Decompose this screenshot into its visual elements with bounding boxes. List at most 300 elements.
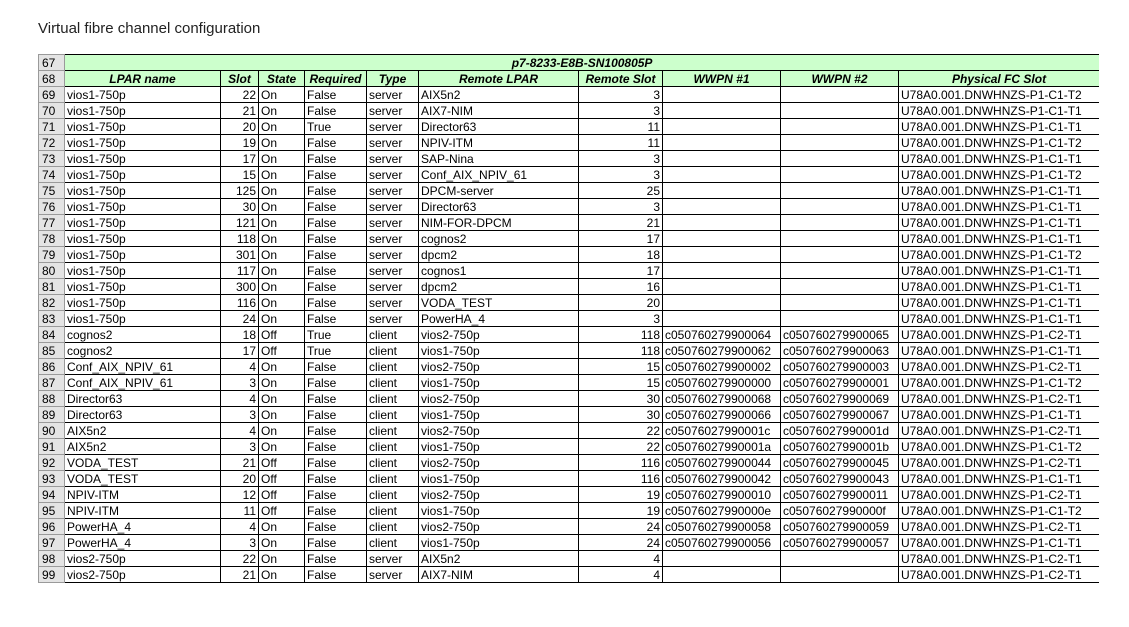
remote-slot-cell[interactable]: 17	[579, 263, 663, 279]
state-cell[interactable]: On	[259, 279, 305, 295]
physical-fc-slot-cell[interactable]: U78A0.001.DNWHNZS-P1-C1-T1	[899, 151, 1100, 167]
remote-slot-cell[interactable]: 17	[579, 231, 663, 247]
remote-slot-cell[interactable]: 30	[579, 391, 663, 407]
lpar-name-cell[interactable]: vios1-750p	[65, 119, 221, 135]
physical-fc-slot-cell[interactable]: U78A0.001.DNWHNZS-P1-C2-T1	[899, 551, 1100, 567]
slot-cell[interactable]: 18	[221, 327, 259, 343]
type-cell[interactable]: client	[367, 343, 419, 359]
physical-fc-slot-cell[interactable]: U78A0.001.DNWHNZS-P1-C2-T1	[899, 359, 1100, 375]
required-cell[interactable]: False	[305, 103, 367, 119]
remote-slot-cell[interactable]: 11	[579, 135, 663, 151]
remote-slot-cell[interactable]: 3	[579, 151, 663, 167]
required-cell[interactable]: False	[305, 295, 367, 311]
header-wwpn-2[interactable]: WWPN #2	[781, 71, 899, 87]
system-name-cell[interactable]: p7-8233-E8B-SN100805P	[65, 55, 1100, 71]
required-cell[interactable]: False	[305, 535, 367, 551]
required-cell[interactable]: False	[305, 455, 367, 471]
remote-slot-cell[interactable]: 3	[579, 103, 663, 119]
slot-cell[interactable]: 22	[221, 551, 259, 567]
remote-lpar-cell[interactable]: dpcm2	[419, 279, 579, 295]
type-cell[interactable]: client	[367, 391, 419, 407]
slot-cell[interactable]: 20	[221, 471, 259, 487]
remote-slot-cell[interactable]: 24	[579, 519, 663, 535]
row-number[interactable]: 73	[39, 151, 65, 167]
wwpn1-cell[interactable]: c050760279900010	[663, 487, 781, 503]
wwpn1-cell[interactable]: c050760279900068	[663, 391, 781, 407]
wwpn2-cell[interactable]	[781, 551, 899, 567]
type-cell[interactable]: server	[367, 183, 419, 199]
state-cell[interactable]: Off	[259, 343, 305, 359]
state-cell[interactable]: On	[259, 247, 305, 263]
physical-fc-slot-cell[interactable]: U78A0.001.DNWHNZS-P1-C1-T2	[899, 247, 1100, 263]
state-cell[interactable]: Off	[259, 503, 305, 519]
row-number[interactable]: 92	[39, 455, 65, 471]
wwpn2-cell[interactable]	[781, 103, 899, 119]
wwpn1-cell[interactable]: c050760279900056	[663, 535, 781, 551]
state-cell[interactable]: On	[259, 231, 305, 247]
wwpn1-cell[interactable]: c05076027990001c	[663, 423, 781, 439]
required-cell[interactable]: False	[305, 215, 367, 231]
row-number[interactable]: 70	[39, 103, 65, 119]
header-wwpn-1[interactable]: WWPN #1	[663, 71, 781, 87]
physical-fc-slot-cell[interactable]: U78A0.001.DNWHNZS-P1-C1-T2	[899, 167, 1100, 183]
required-cell[interactable]: False	[305, 503, 367, 519]
remote-lpar-cell[interactable]: vios1-750p	[419, 503, 579, 519]
required-cell[interactable]: False	[305, 391, 367, 407]
wwpn1-cell[interactable]	[663, 295, 781, 311]
row-number[interactable]: 69	[39, 87, 65, 103]
remote-lpar-cell[interactable]: vios1-750p	[419, 471, 579, 487]
remote-lpar-cell[interactable]: PowerHA_4	[419, 311, 579, 327]
slot-cell[interactable]: 116	[221, 295, 259, 311]
wwpn1-cell[interactable]: c050760279900064	[663, 327, 781, 343]
slot-cell[interactable]: 20	[221, 119, 259, 135]
wwpn1-cell[interactable]	[663, 215, 781, 231]
lpar-name-cell[interactable]: Conf_AIX_NPIV_61	[65, 359, 221, 375]
wwpn2-cell[interactable]	[781, 247, 899, 263]
state-cell[interactable]: On	[259, 423, 305, 439]
header-required[interactable]: Required	[305, 71, 367, 87]
state-cell[interactable]: On	[259, 199, 305, 215]
slot-cell[interactable]: 21	[221, 103, 259, 119]
lpar-name-cell[interactable]: vios1-750p	[65, 279, 221, 295]
wwpn1-cell[interactable]: c05076027990001a	[663, 439, 781, 455]
wwpn2-cell[interactable]	[781, 183, 899, 199]
row-number[interactable]: 72	[39, 135, 65, 151]
wwpn1-cell[interactable]	[663, 311, 781, 327]
type-cell[interactable]: server	[367, 279, 419, 295]
remote-slot-cell[interactable]: 22	[579, 439, 663, 455]
required-cell[interactable]: False	[305, 375, 367, 391]
state-cell[interactable]: Off	[259, 471, 305, 487]
type-cell[interactable]: client	[367, 359, 419, 375]
remote-lpar-cell[interactable]: vios2-750p	[419, 327, 579, 343]
lpar-name-cell[interactable]: vios2-750p	[65, 567, 221, 583]
type-cell[interactable]: server	[367, 151, 419, 167]
row-number[interactable]: 94	[39, 487, 65, 503]
wwpn2-cell[interactable]	[781, 215, 899, 231]
state-cell[interactable]: On	[259, 119, 305, 135]
slot-cell[interactable]: 117	[221, 263, 259, 279]
state-cell[interactable]: Off	[259, 455, 305, 471]
required-cell[interactable]: False	[305, 199, 367, 215]
state-cell[interactable]: On	[259, 167, 305, 183]
physical-fc-slot-cell[interactable]: U78A0.001.DNWHNZS-P1-C1-T1	[899, 279, 1100, 295]
type-cell[interactable]: server	[367, 103, 419, 119]
row-number[interactable]: 68	[39, 71, 65, 87]
wwpn1-cell[interactable]: c050760279900042	[663, 471, 781, 487]
required-cell[interactable]: False	[305, 519, 367, 535]
required-cell[interactable]: True	[305, 343, 367, 359]
state-cell[interactable]: On	[259, 375, 305, 391]
remote-lpar-cell[interactable]: vios1-750p	[419, 375, 579, 391]
wwpn1-cell[interactable]: c050760279900062	[663, 343, 781, 359]
remote-lpar-cell[interactable]: NPIV-ITM	[419, 135, 579, 151]
state-cell[interactable]: Off	[259, 487, 305, 503]
physical-fc-slot-cell[interactable]: U78A0.001.DNWHNZS-P1-C1-T1	[899, 407, 1100, 423]
remote-lpar-cell[interactable]: Director63	[419, 199, 579, 215]
physical-fc-slot-cell[interactable]: U78A0.001.DNWHNZS-P1-C1-T1	[899, 199, 1100, 215]
required-cell[interactable]: False	[305, 263, 367, 279]
type-cell[interactable]: client	[367, 455, 419, 471]
slot-cell[interactable]: 125	[221, 183, 259, 199]
lpar-name-cell[interactable]: cognos2	[65, 327, 221, 343]
wwpn1-cell[interactable]	[663, 247, 781, 263]
remote-lpar-cell[interactable]: SAP-Nina	[419, 151, 579, 167]
state-cell[interactable]: On	[259, 103, 305, 119]
state-cell[interactable]: On	[259, 359, 305, 375]
remote-slot-cell[interactable]: 15	[579, 359, 663, 375]
remote-slot-cell[interactable]: 30	[579, 407, 663, 423]
lpar-name-cell[interactable]: vios1-750p	[65, 215, 221, 231]
type-cell[interactable]: server	[367, 87, 419, 103]
remote-lpar-cell[interactable]: DPCM-server	[419, 183, 579, 199]
row-number[interactable]: 91	[39, 439, 65, 455]
required-cell[interactable]: False	[305, 87, 367, 103]
type-cell[interactable]: client	[367, 535, 419, 551]
wwpn1-cell[interactable]	[663, 231, 781, 247]
type-cell[interactable]: client	[367, 503, 419, 519]
remote-slot-cell[interactable]: 3	[579, 167, 663, 183]
type-cell[interactable]: server	[367, 295, 419, 311]
lpar-name-cell[interactable]: vios1-750p	[65, 167, 221, 183]
lpar-name-cell[interactable]: vios1-750p	[65, 247, 221, 263]
lpar-name-cell[interactable]: Director63	[65, 407, 221, 423]
remote-lpar-cell[interactable]: vios2-750p	[419, 359, 579, 375]
remote-slot-cell[interactable]: 25	[579, 183, 663, 199]
slot-cell[interactable]: 121	[221, 215, 259, 231]
required-cell[interactable]: False	[305, 471, 367, 487]
physical-fc-slot-cell[interactable]: U78A0.001.DNWHNZS-P1-C1-T1	[899, 183, 1100, 199]
wwpn1-cell[interactable]	[663, 103, 781, 119]
wwpn2-cell[interactable]	[781, 311, 899, 327]
lpar-name-cell[interactable]: PowerHA_4	[65, 519, 221, 535]
required-cell[interactable]: False	[305, 183, 367, 199]
remote-lpar-cell[interactable]: vios1-750p	[419, 343, 579, 359]
remote-slot-cell[interactable]: 22	[579, 423, 663, 439]
row-number[interactable]: 67	[39, 55, 65, 71]
wwpn2-cell[interactable]	[781, 279, 899, 295]
lpar-name-cell[interactable]: cognos2	[65, 343, 221, 359]
required-cell[interactable]: False	[305, 151, 367, 167]
row-number[interactable]: 95	[39, 503, 65, 519]
wwpn2-cell[interactable]	[781, 119, 899, 135]
state-cell[interactable]: On	[259, 567, 305, 583]
wwpn2-cell[interactable]	[781, 151, 899, 167]
row-number[interactable]: 75	[39, 183, 65, 199]
type-cell[interactable]: server	[367, 135, 419, 151]
state-cell[interactable]: On	[259, 183, 305, 199]
state-cell[interactable]: On	[259, 87, 305, 103]
remote-slot-cell[interactable]: 19	[579, 503, 663, 519]
slot-cell[interactable]: 24	[221, 311, 259, 327]
row-number[interactable]: 85	[39, 343, 65, 359]
remote-slot-cell[interactable]: 21	[579, 215, 663, 231]
state-cell[interactable]: On	[259, 295, 305, 311]
remote-slot-cell[interactable]: 20	[579, 295, 663, 311]
remote-slot-cell[interactable]: 24	[579, 535, 663, 551]
remote-lpar-cell[interactable]: dpcm2	[419, 247, 579, 263]
lpar-name-cell[interactable]: Conf_AIX_NPIV_61	[65, 375, 221, 391]
slot-cell[interactable]: 3	[221, 375, 259, 391]
type-cell[interactable]: client	[367, 375, 419, 391]
slot-cell[interactable]: 3	[221, 407, 259, 423]
row-number[interactable]: 78	[39, 231, 65, 247]
remote-slot-cell[interactable]: 11	[579, 119, 663, 135]
wwpn2-cell[interactable]: c050760279900011	[781, 487, 899, 503]
wwpn1-cell[interactable]	[663, 135, 781, 151]
slot-cell[interactable]: 300	[221, 279, 259, 295]
lpar-name-cell[interactable]: NPIV-ITM	[65, 487, 221, 503]
lpar-name-cell[interactable]: vios1-750p	[65, 295, 221, 311]
physical-fc-slot-cell[interactable]: U78A0.001.DNWHNZS-P1-C1-T1	[899, 263, 1100, 279]
state-cell[interactable]: On	[259, 535, 305, 551]
remote-slot-cell[interactable]: 18	[579, 247, 663, 263]
lpar-name-cell[interactable]: vios2-750p	[65, 551, 221, 567]
row-number[interactable]: 80	[39, 263, 65, 279]
wwpn2-cell[interactable]	[781, 199, 899, 215]
row-number[interactable]: 97	[39, 535, 65, 551]
wwpn2-cell[interactable]	[781, 167, 899, 183]
wwpn2-cell[interactable]	[781, 231, 899, 247]
lpar-name-cell[interactable]: NPIV-ITM	[65, 503, 221, 519]
type-cell[interactable]: client	[367, 407, 419, 423]
physical-fc-slot-cell[interactable]: U78A0.001.DNWHNZS-P1-C2-T1	[899, 487, 1100, 503]
lpar-name-cell[interactable]: vios1-750p	[65, 183, 221, 199]
wwpn1-cell[interactable]	[663, 151, 781, 167]
wwpn1-cell[interactable]: c05076027990000e	[663, 503, 781, 519]
physical-fc-slot-cell[interactable]: U78A0.001.DNWHNZS-P1-C1-T1	[899, 215, 1100, 231]
remote-lpar-cell[interactable]: VODA_TEST	[419, 295, 579, 311]
physical-fc-slot-cell[interactable]: U78A0.001.DNWHNZS-P1-C2-T1	[899, 423, 1100, 439]
row-number[interactable]: 79	[39, 247, 65, 263]
remote-slot-cell[interactable]: 4	[579, 567, 663, 583]
wwpn1-cell[interactable]: c050760279900066	[663, 407, 781, 423]
type-cell[interactable]: server	[367, 567, 419, 583]
wwpn2-cell[interactable]: c05076027990001d	[781, 423, 899, 439]
physical-fc-slot-cell[interactable]: U78A0.001.DNWHNZS-P1-C1-T2	[899, 439, 1100, 455]
row-number[interactable]: 86	[39, 359, 65, 375]
required-cell[interactable]: False	[305, 423, 367, 439]
wwpn1-cell[interactable]	[663, 167, 781, 183]
remote-lpar-cell[interactable]: vios2-750p	[419, 455, 579, 471]
slot-cell[interactable]: 3	[221, 439, 259, 455]
lpar-name-cell[interactable]: VODA_TEST	[65, 471, 221, 487]
wwpn2-cell[interactable]	[781, 295, 899, 311]
spreadsheet[interactable]	[38, 54, 1099, 591]
row-number[interactable]: 77	[39, 215, 65, 231]
type-cell[interactable]: client	[367, 487, 419, 503]
header-remote-slot[interactable]: Remote Slot	[579, 71, 663, 87]
state-cell[interactable]: On	[259, 135, 305, 151]
physical-fc-slot-cell[interactable]: U78A0.001.DNWHNZS-P1-C1-T2	[899, 375, 1100, 391]
required-cell[interactable]: False	[305, 167, 367, 183]
row-number[interactable]: 90	[39, 423, 65, 439]
lpar-name-cell[interactable]: AIX5n2	[65, 439, 221, 455]
wwpn1-cell[interactable]	[663, 263, 781, 279]
slot-cell[interactable]: 21	[221, 455, 259, 471]
required-cell[interactable]: False	[305, 567, 367, 583]
lpar-name-cell[interactable]: vios1-750p	[65, 135, 221, 151]
state-cell[interactable]: On	[259, 407, 305, 423]
remote-lpar-cell[interactable]: vios1-750p	[419, 439, 579, 455]
physical-fc-slot-cell[interactable]: U78A0.001.DNWHNZS-P1-C1-T1	[899, 103, 1100, 119]
row-number[interactable]: 74	[39, 167, 65, 183]
slot-cell[interactable]: 21	[221, 567, 259, 583]
remote-lpar-cell[interactable]: vios2-750p	[419, 423, 579, 439]
wwpn2-cell[interactable]: c050760279900001	[781, 375, 899, 391]
remote-lpar-cell[interactable]: vios1-750p	[419, 407, 579, 423]
slot-cell[interactable]: 4	[221, 359, 259, 375]
lpar-name-cell[interactable]: vios1-750p	[65, 199, 221, 215]
wwpn2-cell[interactable]: c05076027990000f	[781, 503, 899, 519]
type-cell[interactable]: server	[367, 231, 419, 247]
row-number[interactable]: 88	[39, 391, 65, 407]
header-lpar-name[interactable]: LPAR name	[65, 71, 221, 87]
remote-slot-cell[interactable]: 116	[579, 471, 663, 487]
wwpn1-cell[interactable]	[663, 551, 781, 567]
row-number[interactable]: 98	[39, 551, 65, 567]
physical-fc-slot-cell[interactable]: U78A0.001.DNWHNZS-P1-C2-T1	[899, 391, 1100, 407]
wwpn2-cell[interactable]: c050760279900003	[781, 359, 899, 375]
state-cell[interactable]: On	[259, 551, 305, 567]
type-cell[interactable]: client	[367, 327, 419, 343]
wwpn2-cell[interactable]: c050760279900045	[781, 455, 899, 471]
header-remote-lpar[interactable]: Remote LPAR	[419, 71, 579, 87]
row-number[interactable]: 71	[39, 119, 65, 135]
type-cell[interactable]: server	[367, 551, 419, 567]
wwpn2-cell[interactable]: c050760279900065	[781, 327, 899, 343]
slot-cell[interactable]: 15	[221, 167, 259, 183]
state-cell[interactable]: On	[259, 439, 305, 455]
slot-cell[interactable]: 3	[221, 535, 259, 551]
wwpn2-cell[interactable]: c050760279900063	[781, 343, 899, 359]
wwpn2-cell[interactable]	[781, 263, 899, 279]
header-type[interactable]: Type	[367, 71, 419, 87]
remote-slot-cell[interactable]: 3	[579, 199, 663, 215]
lpar-name-cell[interactable]: vios1-750p	[65, 87, 221, 103]
row-number[interactable]: 84	[39, 327, 65, 343]
type-cell[interactable]: client	[367, 519, 419, 535]
physical-fc-slot-cell[interactable]: U78A0.001.DNWHNZS-P1-C1-T1	[899, 295, 1100, 311]
physical-fc-slot-cell[interactable]: U78A0.001.DNWHNZS-P1-C2-T1	[899, 519, 1100, 535]
type-cell[interactable]: server	[367, 119, 419, 135]
required-cell[interactable]: False	[305, 279, 367, 295]
lpar-name-cell[interactable]: AIX5n2	[65, 423, 221, 439]
wwpn1-cell[interactable]	[663, 567, 781, 583]
physical-fc-slot-cell[interactable]: U78A0.001.DNWHNZS-P1-C1-T1	[899, 535, 1100, 551]
physical-fc-slot-cell[interactable]: U78A0.001.DNWHNZS-P1-C1-T2	[899, 503, 1100, 519]
header-slot[interactable]: Slot	[221, 71, 259, 87]
remote-lpar-cell[interactable]: cognos1	[419, 263, 579, 279]
type-cell[interactable]: server	[367, 263, 419, 279]
wwpn2-cell[interactable]	[781, 567, 899, 583]
state-cell[interactable]: On	[259, 215, 305, 231]
remote-lpar-cell[interactable]: vios2-750p	[419, 391, 579, 407]
row-number[interactable]: 93	[39, 471, 65, 487]
remote-lpar-cell[interactable]: AIX5n2	[419, 87, 579, 103]
type-cell[interactable]: client	[367, 471, 419, 487]
slot-cell[interactable]: 11	[221, 503, 259, 519]
wwpn2-cell[interactable]: c05076027990001b	[781, 439, 899, 455]
physical-fc-slot-cell[interactable]: U78A0.001.DNWHNZS-P1-C1-T1	[899, 231, 1100, 247]
wwpn1-cell[interactable]: c050760279900000	[663, 375, 781, 391]
remote-lpar-cell[interactable]: AIX5n2	[419, 551, 579, 567]
slot-cell[interactable]: 17	[221, 343, 259, 359]
slot-cell[interactable]: 17	[221, 151, 259, 167]
header-state[interactable]: State	[259, 71, 305, 87]
required-cell[interactable]: False	[305, 407, 367, 423]
physical-fc-slot-cell[interactable]: U78A0.001.DNWHNZS-P1-C1-T2	[899, 135, 1100, 151]
remote-lpar-cell[interactable]: vios2-750p	[419, 487, 579, 503]
row-number[interactable]: 96	[39, 519, 65, 535]
state-cell[interactable]: On	[259, 311, 305, 327]
lpar-name-cell[interactable]: vios1-750p	[65, 263, 221, 279]
wwpn1-cell[interactable]	[663, 279, 781, 295]
remote-lpar-cell[interactable]: AIX7-NIM	[419, 103, 579, 119]
wwpn1-cell[interactable]: c050760279900058	[663, 519, 781, 535]
type-cell[interactable]: client	[367, 439, 419, 455]
row-number[interactable]: 99	[39, 567, 65, 583]
remote-slot-cell[interactable]: 15	[579, 375, 663, 391]
remote-lpar-cell[interactable]: NIM-FOR-DPCM	[419, 215, 579, 231]
wwpn2-cell[interactable]	[781, 135, 899, 151]
required-cell[interactable]: True	[305, 327, 367, 343]
row-number[interactable]: 76	[39, 199, 65, 215]
remote-slot-cell[interactable]: 16	[579, 279, 663, 295]
slot-cell[interactable]: 4	[221, 519, 259, 535]
physical-fc-slot-cell[interactable]: U78A0.001.DNWHNZS-P1-C1-T1	[899, 343, 1100, 359]
row-number[interactable]: 87	[39, 375, 65, 391]
type-cell[interactable]: client	[367, 423, 419, 439]
remote-slot-cell[interactable]: 116	[579, 455, 663, 471]
type-cell[interactable]: server	[367, 199, 419, 215]
wwpn1-cell[interactable]	[663, 87, 781, 103]
lpar-name-cell[interactable]: vios1-750p	[65, 103, 221, 119]
remote-slot-cell[interactable]: 3	[579, 311, 663, 327]
state-cell[interactable]: Off	[259, 327, 305, 343]
physical-fc-slot-cell[interactable]: U78A0.001.DNWHNZS-P1-C1-T2	[899, 87, 1100, 103]
required-cell[interactable]: False	[305, 487, 367, 503]
remote-slot-cell[interactable]: 19	[579, 487, 663, 503]
row-number[interactable]: 82	[39, 295, 65, 311]
wwpn1-cell[interactable]: c050760279900002	[663, 359, 781, 375]
required-cell[interactable]: True	[305, 119, 367, 135]
type-cell[interactable]: server	[367, 311, 419, 327]
row-number[interactable]: 83	[39, 311, 65, 327]
lpar-name-cell[interactable]: Director63	[65, 391, 221, 407]
slot-cell[interactable]: 301	[221, 247, 259, 263]
